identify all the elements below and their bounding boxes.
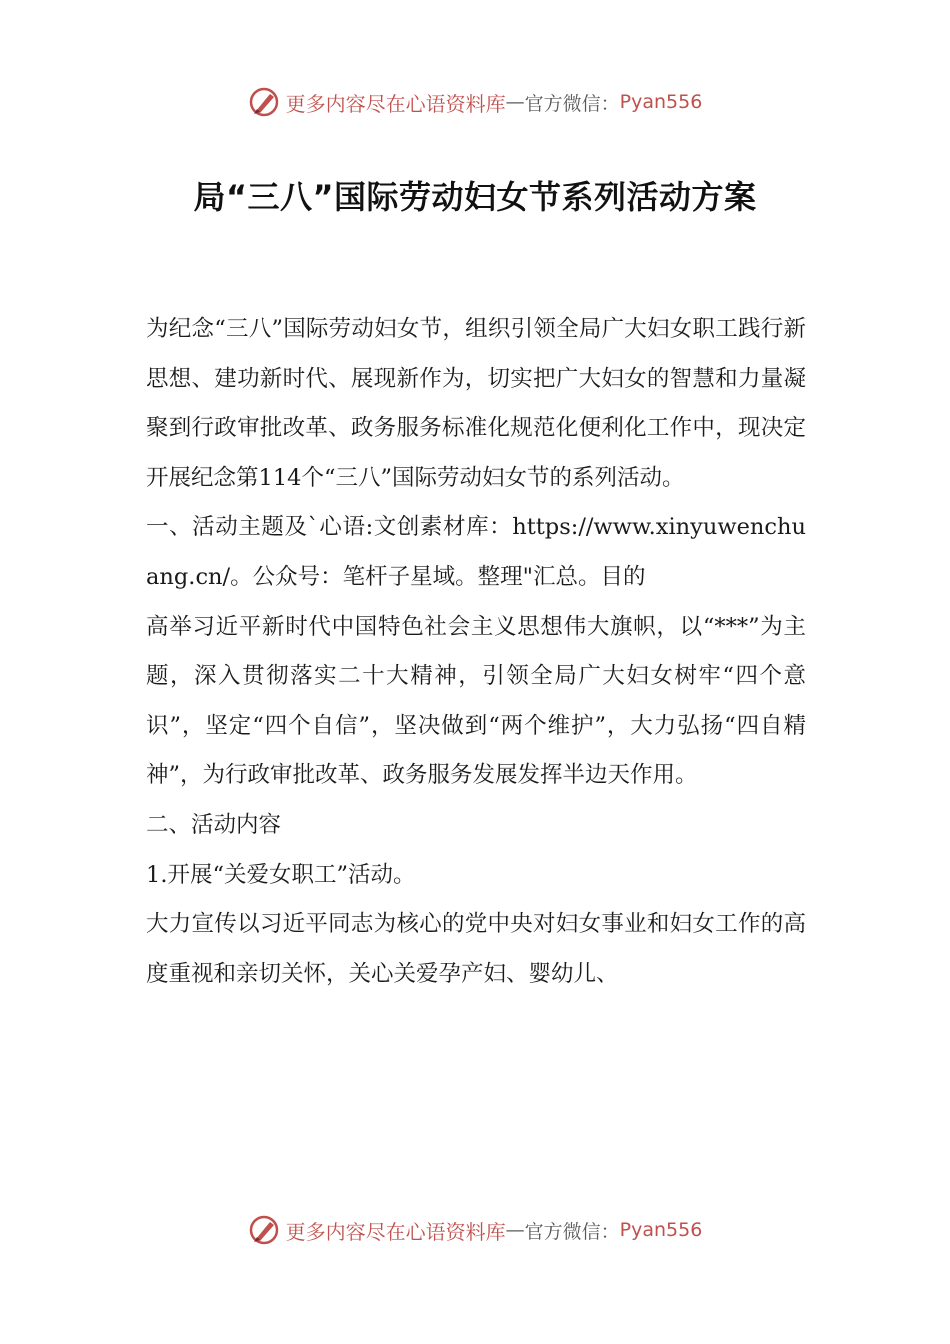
pen-logo-icon [248, 1214, 280, 1246]
header-watermark [0, 82, 950, 122]
paragraph-intro: 为纪念“三八”国际劳动妇女节，组织引领全局广大妇女职工践行新思想、建功新时代、展现新作为，切实把广大妇女的智慧和力量凝聚到行政审批改革、政务服务标准化规范化便利化工作中，现决定开展纪念第114个“三八”国际劳动妇女节的系列活动。 [146, 316, 806, 491]
paragraph-section-one-heading: 一、活动主题及`心语:文创素材库：https://www.xinyuwenchuang.cn/。公众号：笔杆子星域。整理"汇总。目的 [146, 514, 806, 590]
footer-watermark [0, 1210, 950, 1250]
watermark-contact-id: Pyan556 [619, 1219, 703, 1241]
watermark-contact-label: 官方微信： [524, 1220, 620, 1243]
paragraph-section-two-heading: 二、活动内容 [146, 811, 282, 838]
document-body [146, 305, 806, 999]
pen-logo-icon [248, 86, 280, 118]
watermark-contact-label: 官方微信： [524, 92, 620, 115]
document-title: 局“三八”国际劳动妇女节系列活动方案 [193, 178, 757, 216]
watermark-contact-id: Pyan556 [619, 91, 703, 113]
watermark-dash: — [505, 91, 525, 113]
watermark-site: 更多内容尽在心语资料库 [285, 1219, 506, 1244]
watermark-dash: — [505, 1219, 525, 1241]
paragraph-item-one-body: 大力宣传以习近平同志为核心的党中央对妇女事业和妇女工作的高度重视和亲切关怀，关心关爱孕产妇、婴幼儿、 [146, 911, 806, 987]
paragraph-purpose: 高举习近平新时代中国特色社会主义思想伟大旗帜，以“***”为主题，深入贯彻落实二十大精神，引领全局广大妇女树牢“四个意识”，坚定“四个自信”，坚决做到“两个维护”，大力弘扬“四自精神”，为行政审批改革、政务服务发展发挥半边天作用。 [146, 613, 806, 789]
watermark-site: 更多内容尽在心语资料库 [285, 91, 506, 116]
paragraph-item-one-heading: 1.开展“关爱女职工”活动。 [146, 861, 416, 888]
